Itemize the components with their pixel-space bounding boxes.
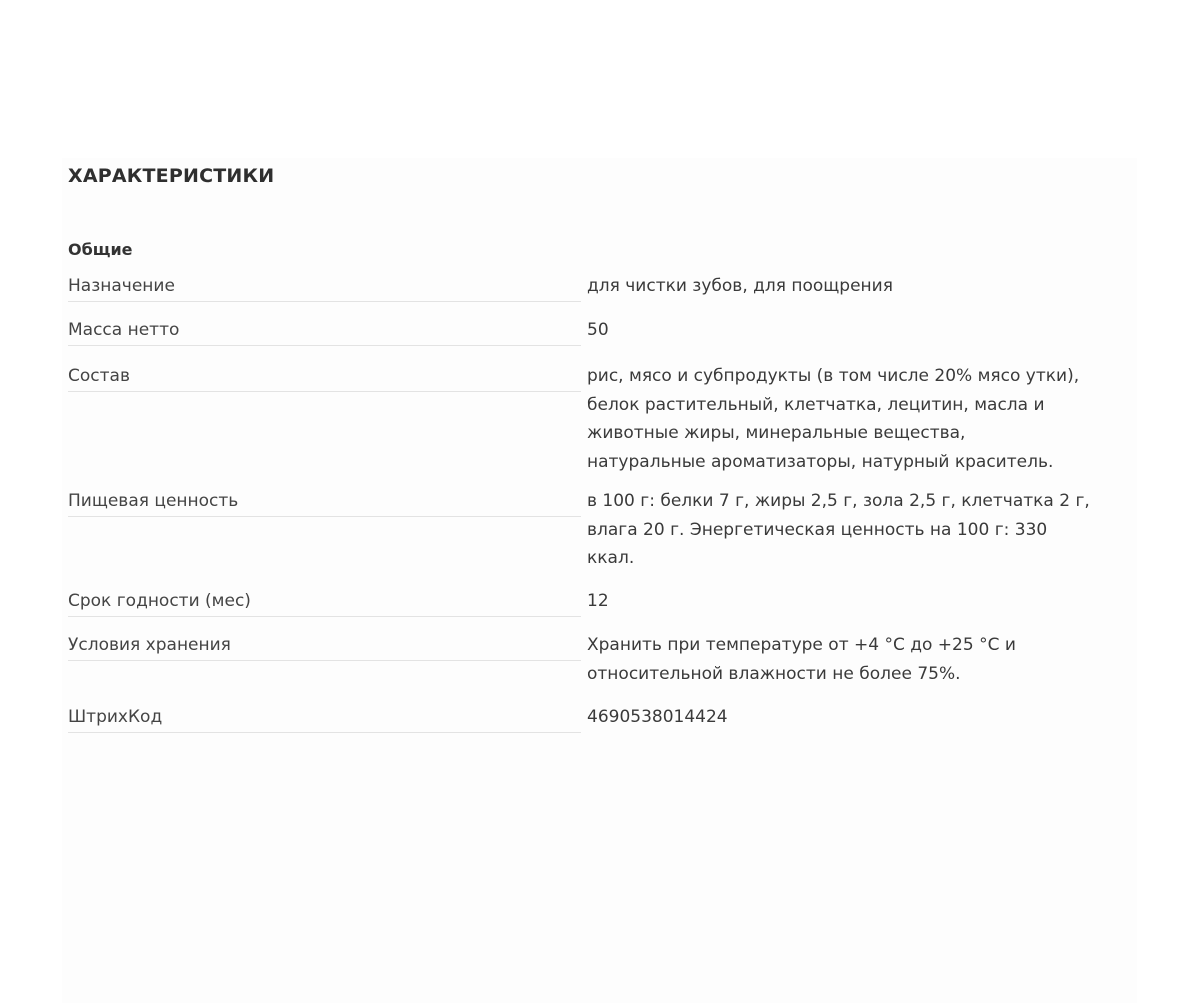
spec-value: рис, мясо и субпродукты (в том числе 20% мясо утки), белок растительный, клетчатка, лецитин, масла и животные жиры, минеральные вещества, натуральные ароматизаторы, натурный краситель. <box>587 366 1080 472</box>
spec-label: Условия хранения <box>68 631 581 661</box>
spec-label: Состав <box>68 362 581 392</box>
spec-label: ШтрихКод <box>68 703 581 733</box>
spec-label: Масса нетто <box>68 316 581 346</box>
section-title: ХАРАКТЕРИСТИКИ <box>68 165 275 187</box>
spec-label: Срок годности (мес) <box>68 587 581 617</box>
spec-value: в 100 г: белки 7 г, жиры 2,5 г, зола 2,5 г, клетчатка 2 г, влага 20 г. Энергетическая ценность на 100 г: 330 ккал. <box>587 491 1090 568</box>
group-title: Общие <box>68 240 133 259</box>
spec-label: Пищевая ценность <box>68 487 581 517</box>
spec-value: Хранить при температуре от +4 °С до +25 °С и относительной влажности не более 75%. <box>587 635 1016 684</box>
spec-value: 12 <box>587 591 609 611</box>
spec-value: 50 <box>587 320 609 340</box>
spec-value: для чистки зубов, для поощрения <box>587 276 893 296</box>
spec-value: 4690538014424 <box>587 707 728 727</box>
spec-label: Назначение <box>68 272 581 302</box>
